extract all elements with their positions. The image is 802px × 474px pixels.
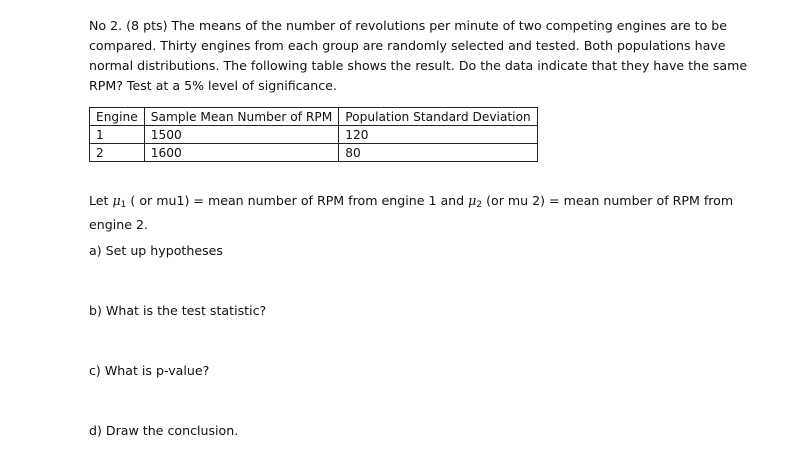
header-sample-mean: Sample Mean Number of RPM	[144, 108, 338, 126]
problem-line: RPM? Test at a 5% level of significance.	[89, 78, 337, 93]
table-header-row	[90, 108, 538, 126]
table-row	[90, 126, 538, 144]
mu-symbol: μ	[112, 193, 121, 208]
definition-line-1: Let $\mu_1$ ( or mu1) = mean number of RPM from engine 1 and $\mu_2$ (or mu 2) = mean number of RPM from	[89, 193, 734, 210]
problem-statement	[89, 16, 748, 96]
problem-line: normal distributions. The following table shows the result. Do the data indicate that they have the same	[89, 58, 748, 73]
question-b: b) What is the test statistic?	[89, 303, 267, 318]
question-d: d) Draw the conclusion.	[89, 423, 239, 438]
question-c: c) What is p-value?	[89, 363, 210, 378]
variable-definition	[89, 191, 734, 235]
cell-population-sd: 80	[339, 144, 538, 162]
rpm-table	[89, 107, 538, 162]
question-a: a) Set up hypotheses	[89, 243, 223, 258]
cell-sample-mean: 1500	[144, 126, 338, 144]
mu-symbol: μ	[468, 193, 477, 208]
cell-engine: 2	[90, 144, 145, 162]
problem-line: No 2. (8 pts) The means of the number of revolutions per minute of two competing engines are to be	[89, 18, 728, 33]
cell-engine: 1	[90, 126, 145, 144]
header-population-sd: Population Standard Deviation	[339, 108, 538, 126]
problem-line: compared. Thirty engines from each group are randomly selected and tested. Both populations have	[89, 38, 726, 53]
table-row	[90, 144, 538, 162]
cell-sample-mean: 1600	[144, 144, 338, 162]
mu-subscript: 1	[120, 200, 127, 210]
header-engine: Engine	[90, 108, 145, 126]
cell-population-sd: 120	[339, 126, 538, 144]
mu-subscript: 2	[476, 200, 483, 210]
definition-line-2: engine 2.	[89, 217, 148, 232]
